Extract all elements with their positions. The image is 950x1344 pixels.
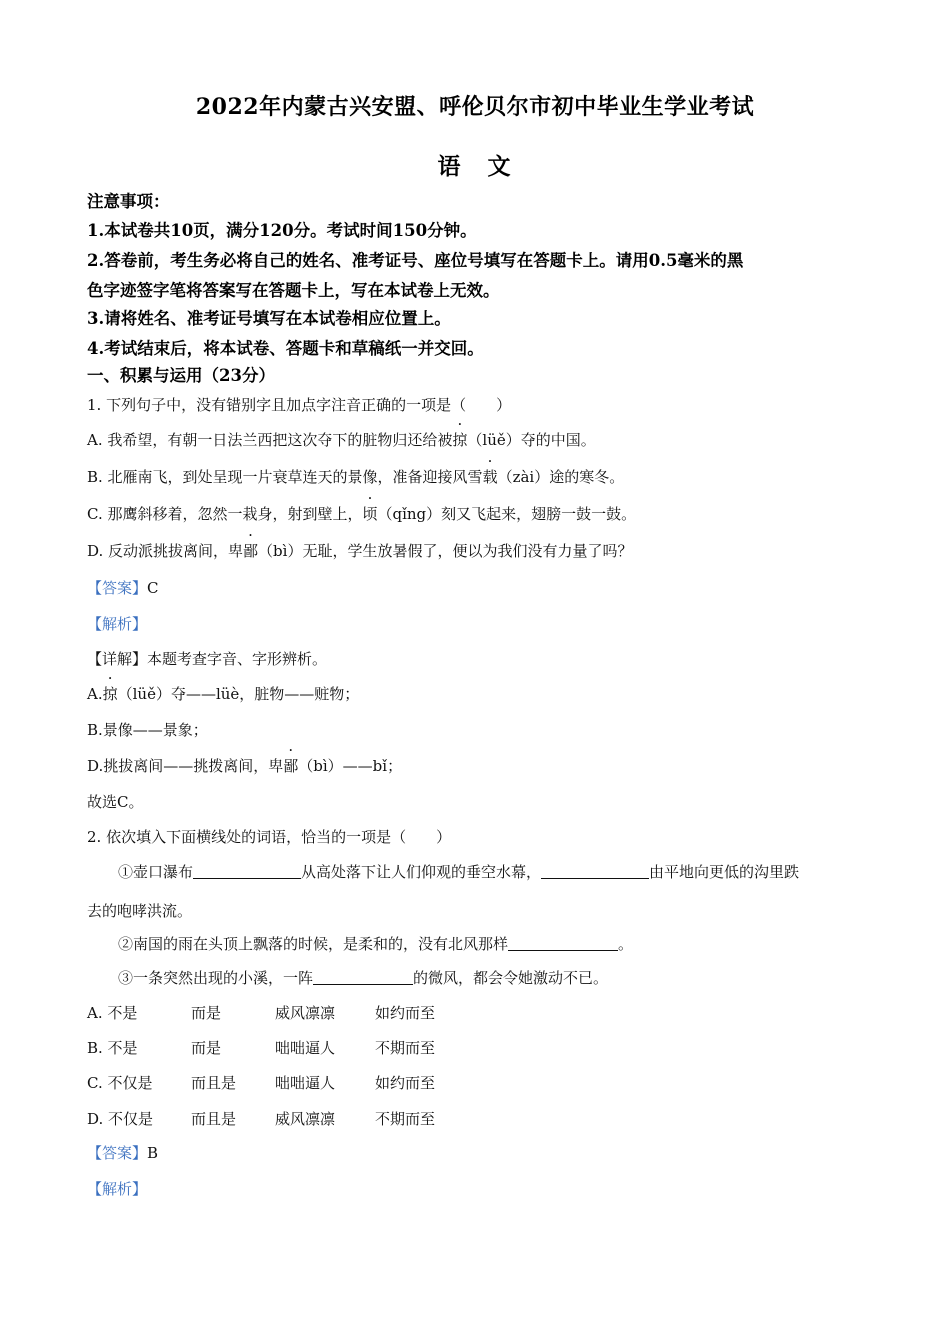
option-cell: B. 不是 bbox=[87, 1039, 138, 1057]
question-2-sentence-1-cont: 去的咆哮洪流。 bbox=[87, 902, 193, 920]
option-cell: 威风凛凛 bbox=[275, 1004, 336, 1022]
dotted-char: 顷 bbox=[362, 505, 378, 523]
question-2-stem: 2. 依次填入下面横线处的词语，恰当的一项是（ ） bbox=[87, 828, 452, 846]
sentence-text: 由平地向更低的沟里跌 bbox=[649, 863, 800, 881]
option-cell: 而且是 bbox=[191, 1110, 237, 1128]
sentence-text: ①壶口瀑布 bbox=[118, 863, 194, 881]
option-d-text-end: （bì）无耻，学生放暑假了，便以为我们没有力量了吗？ bbox=[258, 542, 633, 560]
option-cell: 不期而至 bbox=[375, 1039, 436, 1057]
option-b-text: B. 北雁南飞，到处呈现一片衰草连天的景像，准备迎接风雪 bbox=[87, 468, 483, 486]
question-1-detail: 【详解】本题考查字音、字形辨析。 bbox=[87, 650, 328, 668]
fill-blank bbox=[193, 863, 301, 879]
dotted-char: 鄙 bbox=[243, 542, 259, 560]
question-1-option-d bbox=[87, 541, 632, 561]
option-a-text-end: （lüě）夺的中国。 bbox=[467, 431, 596, 449]
option-b-text-end: （zài）途的寒冬。 bbox=[497, 468, 625, 486]
question-2-option-b bbox=[87, 1038, 435, 1058]
explanation-text-end: （lüě）夺——lüè，脏物——赃物； bbox=[117, 685, 360, 703]
question-2-sentence-1 bbox=[118, 862, 799, 882]
subject-title: 语 文 bbox=[437, 153, 513, 180]
dotted-char: 载 bbox=[482, 468, 498, 486]
dotted-char: 鄙 bbox=[283, 757, 299, 775]
question-1-option-c bbox=[87, 504, 636, 524]
option-c-text-end: （qǐng）刻又飞起来，翅膀一鼓一鼓。 bbox=[377, 505, 637, 523]
question-1-analysis-tag: 【解析】 bbox=[87, 615, 148, 633]
question-2-option-d bbox=[87, 1109, 435, 1129]
sentence-text: 从高处落下让人们仰观的垂空水幕， bbox=[301, 863, 542, 881]
question-1-answer bbox=[87, 578, 159, 598]
question-2-sentence-3 bbox=[118, 968, 608, 988]
notice-item-2-cont: 色字迹签字笔将答案写在答题卡上，写在本试卷上无效。 bbox=[87, 281, 500, 300]
answer-value: C bbox=[147, 579, 159, 597]
option-cell: 咄咄逼人 bbox=[275, 1074, 336, 1092]
question-1-option-b bbox=[87, 467, 624, 487]
exam-title: 2022年内蒙古兴安盟、呼伦贝尔市初中毕业生学业考试 bbox=[195, 94, 755, 120]
sentence-text: ③一条突然出现的小溪，一阵 bbox=[118, 969, 314, 987]
question-1-option-a bbox=[87, 430, 596, 450]
answer-value: B bbox=[147, 1144, 159, 1162]
option-cell: C. 不仅是 bbox=[87, 1074, 153, 1092]
question-1-stem: 1. 下列句子中，没有错别字且加点字注音正确的一项是（ ） bbox=[87, 396, 512, 414]
option-a-text: A. 我希望，有朝一日法兰西把这次夺下的脏物归还给被 bbox=[87, 431, 453, 449]
sentence-text: 。 bbox=[618, 935, 634, 953]
answer-tag: 【答案】 bbox=[87, 579, 148, 597]
question-2-option-c bbox=[87, 1073, 435, 1093]
fill-blank bbox=[541, 863, 649, 879]
dotted-char: 掠 bbox=[102, 685, 118, 703]
answer-tag: 【答案】 bbox=[87, 1144, 148, 1162]
sentence-text: ②南国的雨在头顶上飘落的时候，是柔和的，没有北风那样 bbox=[118, 935, 509, 953]
question-2-answer bbox=[87, 1143, 158, 1163]
sentence-text: 的微风，都会令她激动不已。 bbox=[413, 969, 609, 987]
notice-item-4: 4.考试结束后，将本试卷、答题卡和草稿纸一并交回。 bbox=[87, 339, 484, 358]
option-cell: 不期而至 bbox=[375, 1110, 436, 1128]
fill-blank bbox=[313, 969, 413, 985]
option-cell: A. 不是 bbox=[87, 1004, 138, 1022]
explanation-d bbox=[87, 756, 402, 776]
option-cell: 如约而至 bbox=[375, 1074, 436, 1092]
explanation-b: B.景像——景象； bbox=[87, 721, 208, 739]
notice-heading: 注意事项： bbox=[87, 192, 170, 211]
dotted-char: 掠 bbox=[452, 431, 468, 449]
option-cell: D. 不仅是 bbox=[87, 1110, 154, 1128]
notice-item-2: 2.答卷前，考生务必将自己的姓名、准考证号、座位号填写在答题卡上。请用0.5毫米的黑 bbox=[87, 251, 744, 270]
explanation-text: D.挑拔离间——挑拨离间，卑 bbox=[87, 757, 284, 775]
option-d-text: D. 反动派挑拔离间，卑 bbox=[87, 542, 244, 560]
notice-item-1: 1.本试卷共10页，满分120分。考试时间150分钟。 bbox=[87, 221, 477, 240]
notice-item-3: 3.请将姓名、准考证号填写在本试卷相应位置上。 bbox=[87, 309, 451, 328]
explanation-a bbox=[87, 684, 359, 704]
question-2-analysis-tag: 【解析】 bbox=[87, 1180, 148, 1198]
option-cell: 而是 bbox=[191, 1039, 222, 1057]
option-c-text: C. 那鹰斜移着，忽然一栽身，射到壁上， bbox=[87, 505, 363, 523]
explanation-text: A. bbox=[87, 685, 103, 703]
explanation-conclusion: 故选C。 bbox=[87, 793, 144, 811]
fill-blank bbox=[508, 935, 618, 951]
option-cell: 而且是 bbox=[191, 1074, 237, 1092]
question-2-option-a bbox=[87, 1003, 435, 1023]
section-heading: 一、积累与运用（23分） bbox=[87, 366, 275, 385]
option-cell: 咄咄逼人 bbox=[275, 1039, 336, 1057]
option-cell: 如约而至 bbox=[375, 1004, 436, 1022]
question-2-sentence-2 bbox=[118, 934, 633, 954]
explanation-text-end: （bì）——bǐ； bbox=[298, 757, 403, 775]
option-cell: 威风凛凛 bbox=[275, 1110, 336, 1128]
option-cell: 而是 bbox=[191, 1004, 222, 1022]
